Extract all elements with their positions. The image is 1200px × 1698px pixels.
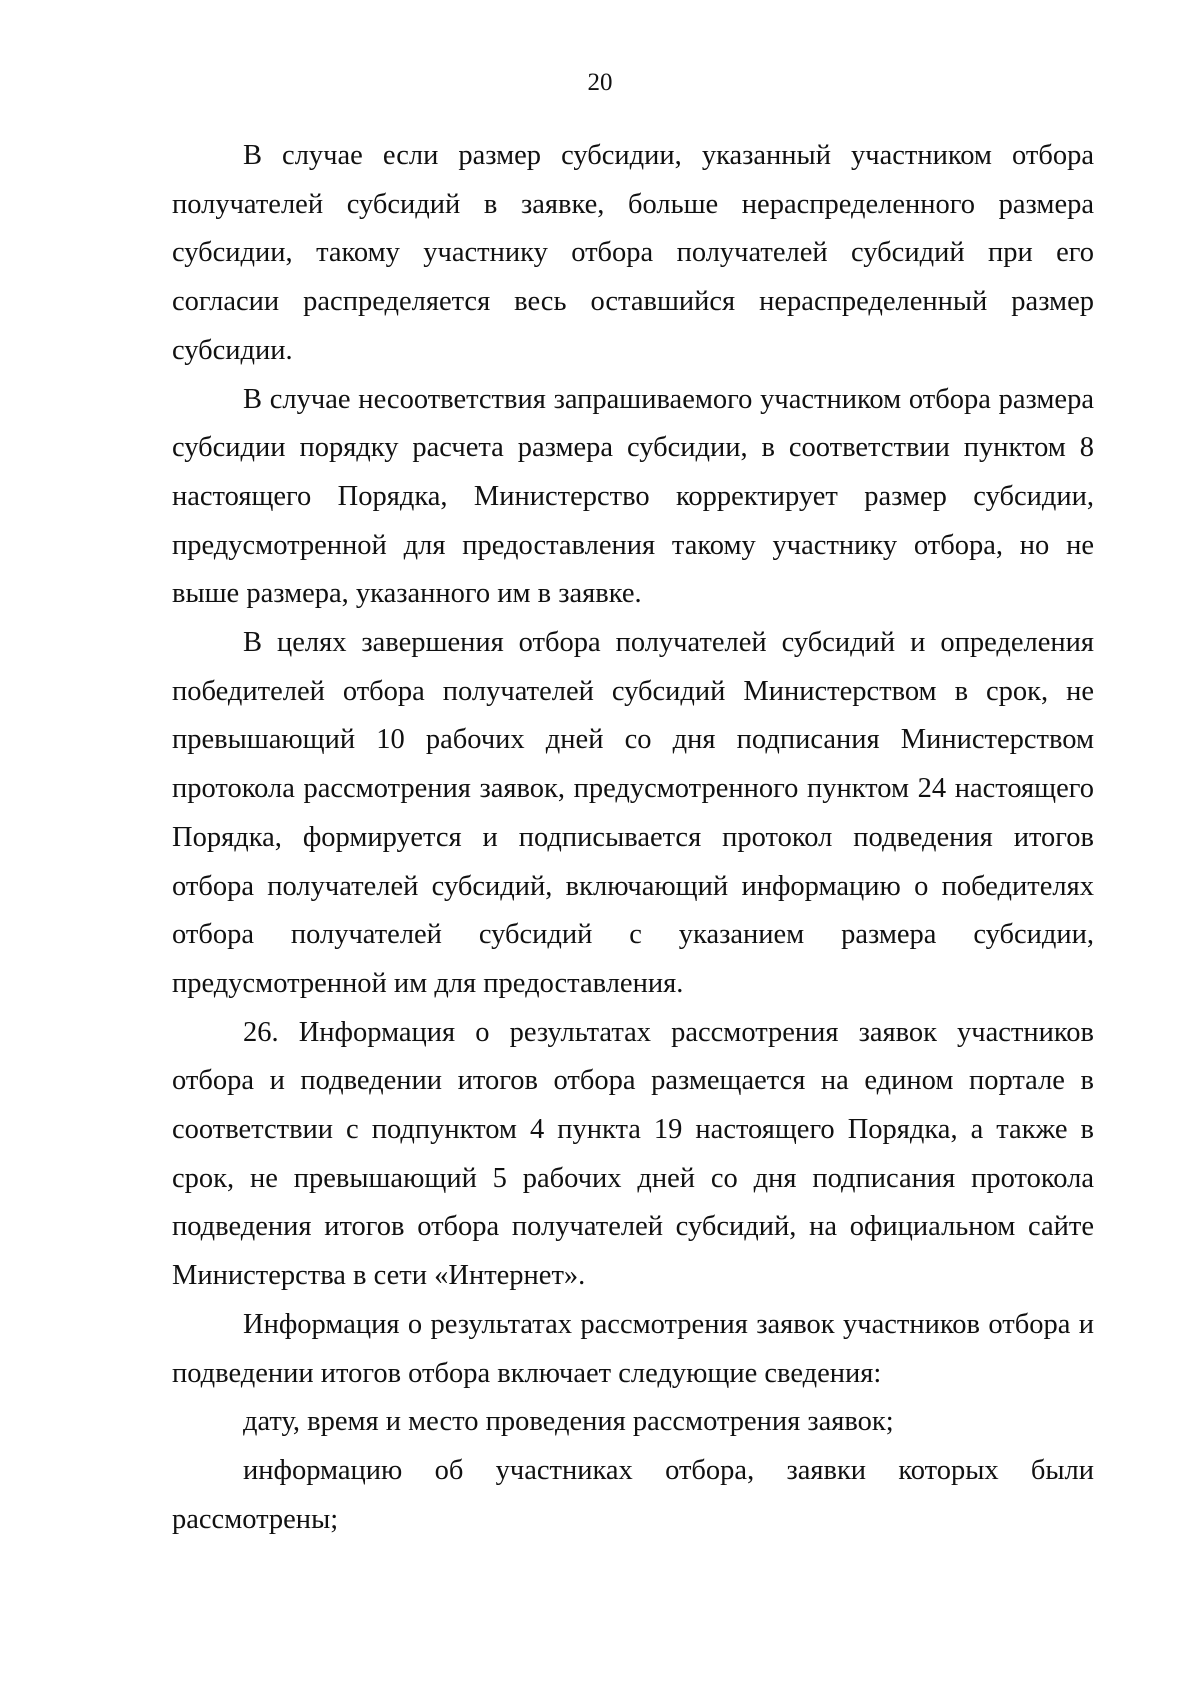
- list-item-participants-info: информацию об участниках отбора, заявки которых были рассмотрены;: [172, 1454, 1094, 1535]
- list-item-date-time-place: дату, время и место проведения рассмотрения заявок;: [243, 1406, 894, 1438]
- paragraph-selection-completion: В целях завершения отбора получателей субсидий и определения победителей отбора получателей субсидий Министерством в срок, не превышающий 10 рабочих дней со дня подписания Министерством протокола рассмотрения заявок, предусмотренного пунктом 24 настоящего Порядка, формируется и подписывается протокол подведения итогов отбора получателей субсидий, включающий информацию о победителях отбора получателей субсидий с указанием размера субсидии, предусмотренной им для предоставления.: [172, 627, 1094, 999]
- document-body: [172, 132, 1094, 1544]
- paragraph-subsidy-redistribution: В случае если размер субсидии, указанный участником отбора получателей субсидий в заявке, больше нераспределенного размера субсидии, такому участнику отбора получателей субсидий при его согласии распределяется весь оставшийся нераспределенный размер субсидии.: [172, 140, 1094, 366]
- page-number: 20: [587, 69, 613, 96]
- paragraph-information-contents: Информация о результатах рассмотрения заявок участников отбора и подведении итогов отбора включает следующие сведения:: [172, 1308, 1094, 1389]
- paragraph-item-26: 26. Информация о результатах рассмотрения заявок участников отбора и подведении итогов отбора размещается на едином портале в соответствии с подпунктом 4 пункта 19 настоящего Порядка, а также в срок, не превышающий 5 рабочих дней со дня подписания протокола подведения итогов отбора получателей субсидий, на официальном сайте Министерства в сети «Интернет».: [172, 1016, 1094, 1292]
- paragraph-subsidy-correction: В случае несоответствия запрашиваемого участником отбора размера субсидии порядку расчета размера субсидии, в соответствии пунктом 8 настоящего Порядка, Министерство корректирует размер субсидии, предусмотренной для предоставления такому участнику отбора, но не выше размера, указанного им в заявке.: [172, 383, 1094, 610]
